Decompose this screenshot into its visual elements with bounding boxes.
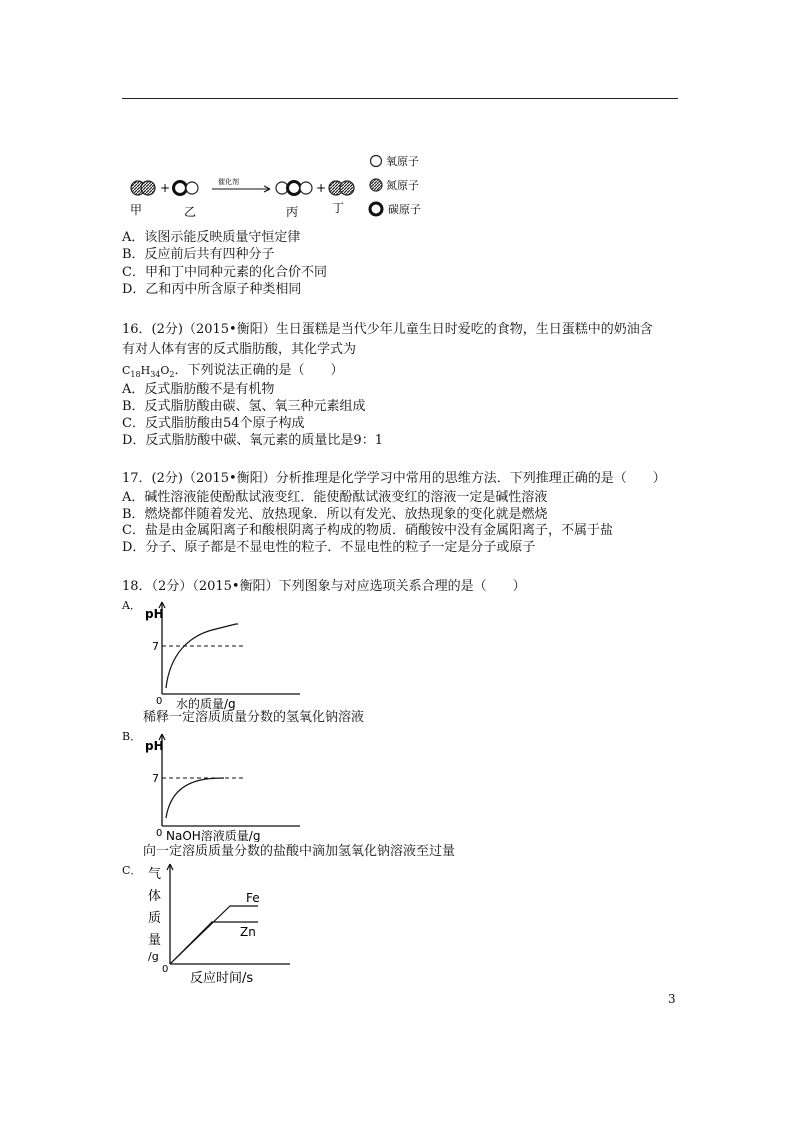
plus-sign: +	[160, 181, 171, 195]
page-number: 3	[668, 992, 676, 1006]
chart-c-label: C．	[122, 864, 142, 877]
q17-option-c: C．盐是由金属阳离子和酸根阴离子构成的物质．硝酸铵中没有金属阳离子，不属于盐	[122, 523, 613, 538]
chart-c-legend-fe: Fe	[246, 891, 260, 905]
q16-option-b: B．反式脂肪酸由碳、氢、氧三种元素组成	[122, 399, 366, 414]
chart-b-xlabel: NaOH溶液质量/g	[166, 829, 261, 842]
q16-stem-line1: 16．(2分)（2015•衡阳）生日蛋糕是当代少年儿童生日时爱吃的食物，生日蛋糕中的奶油含	[122, 322, 653, 337]
chart-c-ylabel-char: 气	[148, 867, 162, 882]
label-bing: 丙	[286, 205, 299, 219]
legend-carbon-label: 碳原子	[388, 203, 421, 216]
label-jia: 甲	[130, 203, 143, 217]
q17-option-b: B．燃烧都伴随着发光、放热现象．所以有发光、放热现象的变化就是燃烧	[122, 507, 548, 522]
chart-b-label: B．	[122, 730, 142, 743]
q17-option-d: D．分子、原子都是不显电性的粒子．不显电性的粒子一定是分子或原子	[122, 540, 536, 555]
formula: $C_{18}H_{34}O_2$	[122, 364, 175, 380]
q16-stem-line2: 有对人体有害的反式脂肪酸，其化学式为	[122, 342, 357, 357]
chart-b	[140, 730, 310, 842]
atom-carbon	[288, 182, 301, 195]
atom-oxygen	[186, 182, 198, 194]
chart-b-curve	[166, 778, 224, 818]
chart-c	[140, 860, 310, 986]
chart-c-ylabel-char: /g	[148, 950, 159, 963]
chart-c-xlabel: 反应时间/s	[190, 971, 254, 986]
chart-b-ytick-7: 7	[152, 772, 159, 785]
chart-b-caption: 向一定溶质质量分数的盐酸中滴加氢氧化钠溶液至过量	[143, 844, 456, 859]
chart-c-origin: 0	[162, 964, 169, 975]
q17-stem: 17．(2分)（2015•衡阳）分析推理是化学学习中常用的思维方法．下列推理正确的是（ ）	[122, 471, 666, 486]
chart-a-origin: 0	[156, 696, 163, 707]
chart-c-legend-zn: Zn	[240, 925, 256, 939]
atom-nitrogen	[141, 181, 155, 195]
legend-oxygen-icon	[371, 156, 382, 167]
label-ding: 丁	[332, 201, 345, 215]
legend-carbon-icon	[370, 203, 382, 215]
atom-nitrogen	[340, 181, 354, 195]
arrow-label: 催化剂	[218, 178, 239, 186]
q15-option-c: C．甲和丁中同种元素的化合价不同	[122, 265, 327, 280]
q16-option-a: A．反式脂肪酸不是有机物	[122, 382, 275, 397]
chart-a-caption: 稀释一定溶质质量分数的氢氧化钠溶液	[143, 710, 365, 725]
chart-a-ytick-7: 7	[152, 640, 159, 653]
q16-option-d: D．反式脂肪酸中碳、氧元素的质量比是9：1	[122, 433, 383, 448]
legend-nitrogen-icon	[370, 179, 382, 191]
q15-option-b: B．反应前后共有四种分子	[122, 247, 275, 262]
q16-option-c: C．反式脂肪酸由54个原子构成	[122, 416, 305, 431]
header-rule	[122, 98, 678, 99]
chart-b-origin: 0	[156, 828, 163, 839]
q15-option-a: A．该图示能反映质量守恒定律	[122, 230, 301, 245]
q15-option-d: D．乙和丙中所含原子种类相同	[122, 282, 302, 297]
q18-stem: 18．（2分）（2015•衡阳）下列图象与对应选项关系合理的是（ ）	[122, 579, 526, 594]
atom-carbon	[174, 182, 187, 195]
chart-a-curve	[166, 624, 238, 688]
atom-oxygen	[300, 182, 312, 194]
label-yi: 乙	[184, 205, 197, 219]
chart-a	[140, 598, 310, 710]
q16-stem-line3: $C_{18}H_{34}O_2$．下列说法正确的是（ ）	[122, 363, 344, 380]
chart-a-ylabel: pH	[145, 607, 164, 621]
chart-c-ylabel-char: 质	[148, 911, 162, 926]
chart-b-ylabel: pH	[145, 739, 164, 753]
legend-oxygen-label: 氧原子	[386, 155, 419, 168]
plus-sign: +	[316, 181, 327, 195]
chart-c-ylabel-char: 体	[148, 889, 162, 904]
chart-c-ylabel-char: 量	[148, 933, 162, 948]
q17-option-a: A．碱性溶液能使酚酞试液变红．能使酚酞试液变红的溶液一定是碱性溶液	[122, 490, 548, 505]
chart-a-label: A．	[122, 599, 141, 612]
legend-nitrogen-label: 氮原子	[386, 179, 419, 192]
chart-a-xlabel: 水的质量/g	[176, 697, 236, 710]
reaction-diagram	[122, 148, 482, 226]
